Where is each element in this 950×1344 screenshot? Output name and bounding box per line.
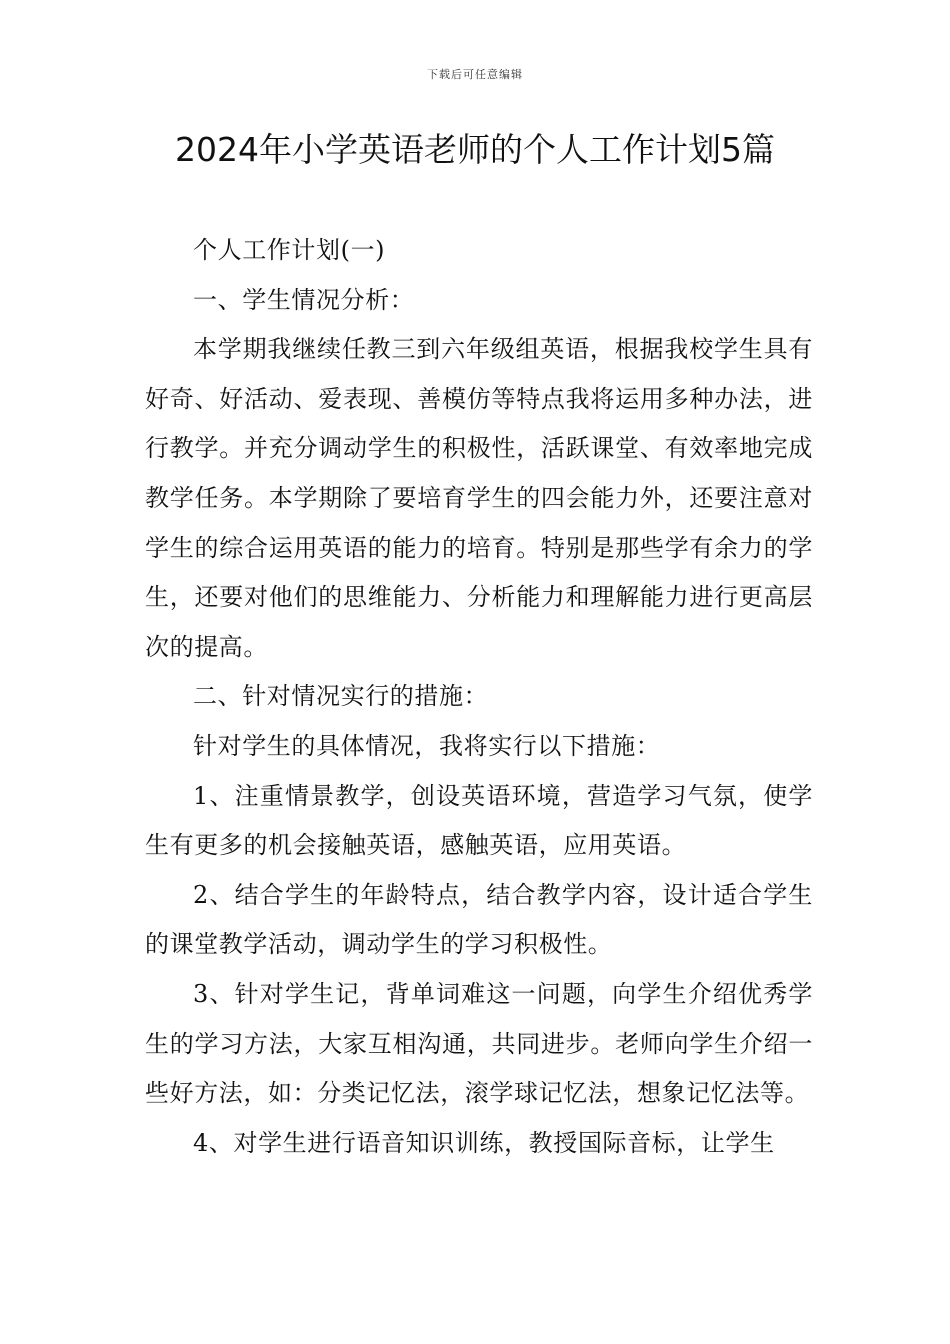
section-heading-student-analysis: 一、学生情况分析：: [193, 285, 415, 314]
paragraph-measure-2: 2、结合学生的年龄特点，结合教学内容，设计适合学生的课堂教学活动，调动学生的学习积极性。: [145, 880, 813, 959]
paragraph-measure-1: 1、注重情景教学，创设英语环境，营造学习气氛，使学生有更多的机会接触英语，感触英语，应用英语。: [145, 781, 813, 860]
paragraph-measure-4: 4、对学生进行语音知识训练，教授国际音标，让学生: [193, 1128, 775, 1157]
section-heading-measures: 二、针对情况实行的措施：: [193, 682, 489, 711]
paragraph-measures-intro: 针对学生的具体情况，我将实行以下措施：: [193, 731, 661, 760]
document-title: 2024年小学英语老师的个人工作计划5篇: [175, 130, 775, 169]
paragraph-measure-3: 3、针对学生记，背单词难这一问题，向学生介绍优秀学生的学习方法，大家互相沟通，共同进步。老师向学生介绍一些好方法，如：分类记忆法，滚学球记忆法，想象记忆法等。: [145, 979, 813, 1108]
header-note: 下载后可任意编辑: [427, 68, 523, 81]
document-body: [145, 226, 813, 1168]
section-heading-plan-one: 个人工作计划(一): [193, 236, 386, 264]
paragraph-student-analysis: 本学期我继续任教三到六年级组英语，根据我校学生具有好奇、好活动、爱表现、善模仿等特点我将运用多种办法，进行教学。并充分调动学生的积极性，活跃课堂、有效率地完成教学任务。本学期除了要培育学生的四会能力外，还要注意对学生的综合运用英语的能力的培育。特别是那些学有余力的学生，还要对他们的思维能力、分析能力和理解能力进行更高层次的提高。: [145, 335, 813, 661]
